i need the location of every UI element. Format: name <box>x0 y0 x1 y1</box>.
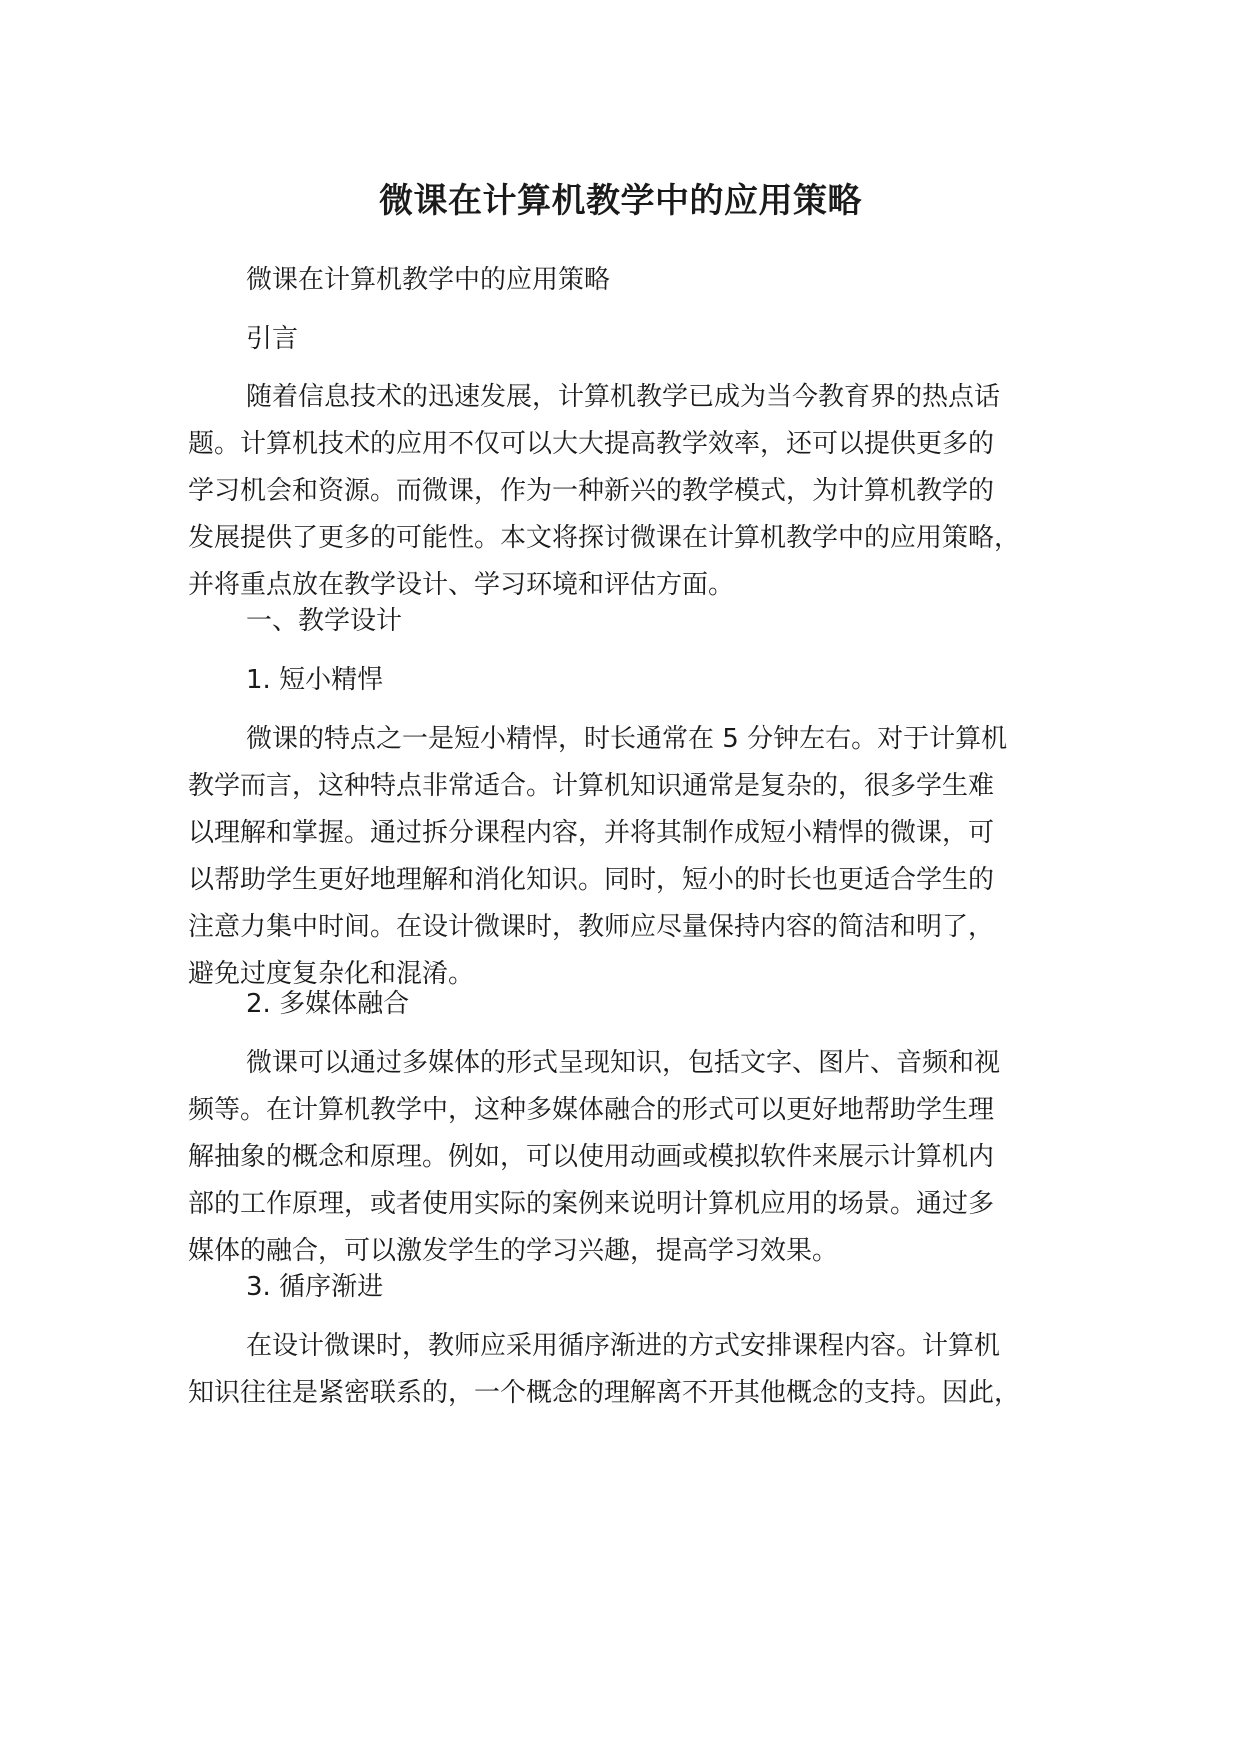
paragraph-line: 部的工作原理，或者使用实际的案例来说明计算机应用的场景。通过多 <box>188 1189 995 1219</box>
paragraph-line: 避免过度复杂化和混淆。 <box>188 959 475 989</box>
paragraph-line: 在设计微课时，教师应采用循序渐进的方式安排课程内容。计算机 <box>246 1331 1001 1361</box>
paragraph-line: 学习机会和资源。而微课，作为一种新兴的教学模式，为计算机教学的 <box>188 476 995 506</box>
intro-heading <box>188 316 1146 363</box>
intro-heading-text: 引言 <box>246 324 299 354</box>
paragraph-line: 教学而言，这种特点非常适合。计算机知识通常是复杂的，很多学生难 <box>188 771 995 801</box>
paragraph-line: 频等。在计算机教学中，这种多媒体融合的形式可以更好地帮助学生理 <box>188 1095 995 1125</box>
subsection-heading-text: 3. 循序渐进 <box>246 1272 384 1302</box>
document-subtitle <box>188 257 1146 304</box>
paragraph-line: 注意力集中时间。在设计微课时，教师应尽量保持内容的简洁和明了， <box>188 912 995 942</box>
section-heading-teaching-design <box>188 598 1146 645</box>
subsection-2-paragraph <box>188 1040 1088 1275</box>
paragraph-line: 解抽象的概念和原理。例如，可以使用动画或模拟软件来展示计算机内 <box>188 1142 995 1172</box>
paragraph-line: 微课可以通过多媒体的形式呈现知识，包括文字、图片、音频和视 <box>246 1048 1001 1078</box>
subsection-heading-short <box>188 657 1146 704</box>
paragraph-line: 媒体的融合，可以激发学生的学习兴趣，提高学习效果。 <box>188 1236 839 1266</box>
paragraph-line: 随着信息技术的迅速发展，计算机教学已成为当今教育界的热点话 <box>246 382 1001 412</box>
subsection-heading-multimedia <box>188 981 1146 1028</box>
subsection-1-paragraph <box>188 716 1088 998</box>
paragraph-line: 以理解和掌握。通过拆分课程内容，并将其制作成短小精悍的微课，可 <box>188 818 995 848</box>
document-title: 微课在计算机教学中的应用策略 <box>379 181 862 221</box>
paragraph-line: 并将重点放在教学设计、学习环境和评估方面。 <box>188 570 735 600</box>
subsection-heading-text: 2. 多媒体融合 <box>246 989 410 1019</box>
paragraph-line: 微课的特点之一是短小精悍，时长通常在 5 分钟左右。对于计算机 <box>246 724 1008 754</box>
subsection-heading-progressive <box>188 1264 1146 1311</box>
subsection-heading-text: 1. 短小精悍 <box>246 665 384 695</box>
section-heading-text: 一、教学设计 <box>246 606 403 636</box>
paragraph-line: 发展提供了更多的可能性。本文将探讨微课在计算机教学中的应用策略， <box>188 523 1021 553</box>
paragraph-line: 知识往往是紧密联系的，一个概念的理解离不开其他概念的支持。因此， <box>188 1378 1021 1408</box>
paragraph-line: 题。计算机技术的应用不仅可以大大提高教学效率，还可以提供更多的 <box>188 429 995 459</box>
subtitle-text: 微课在计算机教学中的应用策略 <box>246 265 611 295</box>
paragraph-line: 以帮助学生更好地理解和消化知识。同时，短小的时长也更适合学生的 <box>188 865 995 895</box>
intro-paragraph <box>188 374 1088 609</box>
subsection-3-paragraph <box>188 1323 1088 1417</box>
